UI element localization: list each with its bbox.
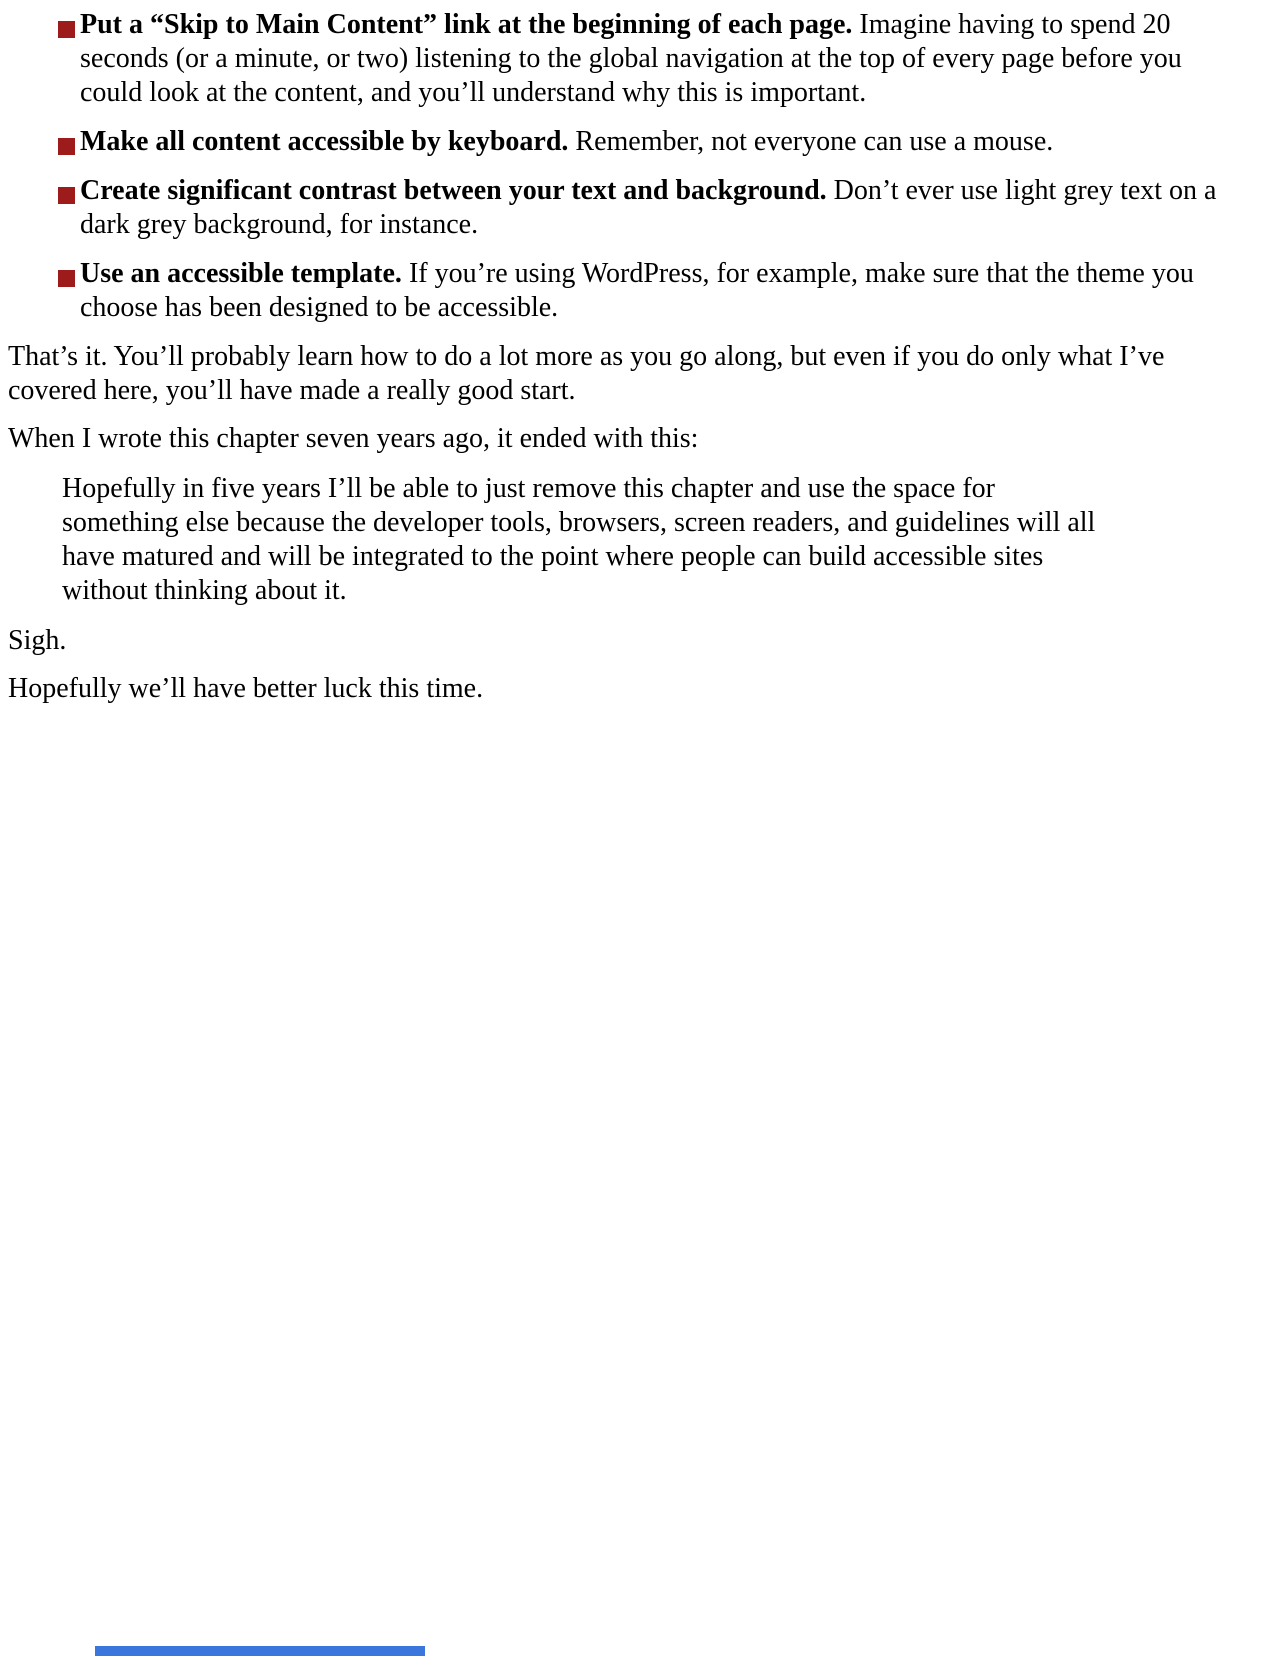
bullet-square-icon (58, 138, 75, 155)
blockquote: Hopefully in five years I’ll be able to just remove this chapter and use the space for something else because the developer tools, browsers, screen readers, and guidelines will all have matured and will be integrated to the point where people can build accessible sites without thinking about it. (62, 473, 1096, 606)
list-item-text: Imagine having to spend 20 seconds (or a minute, or two) listening to the global navigation at the top of every page before you could look at the content, and you’ll understand why this is important. (80, 9, 1182, 108)
list-item (8, 125, 1250, 159)
list-item-bold-text: Use an accessible template. (80, 258, 402, 289)
paragraph-hopefully: Hopefully we’ll have better luck this time. (8, 673, 484, 704)
bullet-square-icon (58, 270, 75, 287)
document-page (0, 0, 1280, 706)
list-item-text: Don’t ever use light grey text on a dark grey background, for instance. (80, 175, 1217, 240)
list-item-text: If you’re using WordPress, for example, make sure that the theme you choose has been designed to be accessible. (80, 258, 1194, 323)
list-item (8, 174, 1250, 242)
page-progress-bar (95, 1646, 425, 1656)
list-item-text: Remember, not everyone can use a mouse. (568, 126, 1054, 157)
paragraph-when-i-wrote: When I wrote this chapter seven years ago, it ended with this: (8, 423, 699, 454)
bullet-square-icon (58, 187, 75, 204)
list-item (8, 8, 1250, 110)
list-item (8, 257, 1250, 325)
list-item-bold-text: Make all content accessible by keyboard. (80, 126, 569, 157)
accessibility-tips-list (8, 8, 1250, 325)
paragraph-thats-it: That’s it. You’ll probably learn how to do a lot more as you go along, but even if you do only what I’ve covered here, you’ll have made a really good start. (8, 341, 1165, 406)
bullet-square-icon (58, 21, 75, 38)
paragraph-sigh: Sigh. (8, 625, 67, 656)
list-item-bold-text: Put a “Skip to Main Content” link at the beginning of each page. (80, 9, 853, 40)
list-item-bold-text: Create significant contrast between your text and background. (80, 175, 827, 206)
